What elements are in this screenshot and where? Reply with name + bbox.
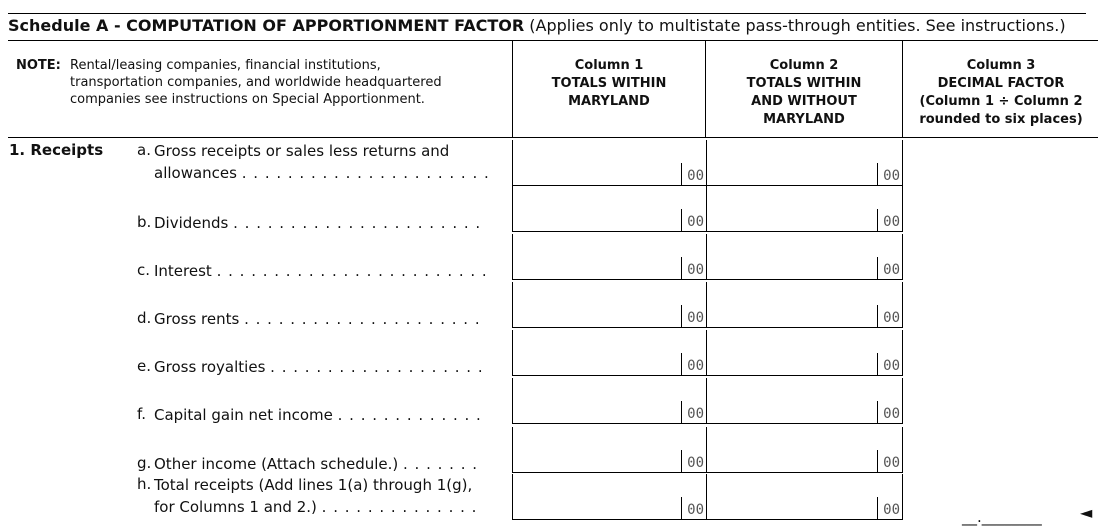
- cents-box: [877, 497, 902, 519]
- cents-box: [681, 401, 706, 423]
- line-text-1: [154, 308, 499, 330]
- column-header-line: rounded to six places): [919, 112, 1083, 127]
- column-2-amount-field[interactable]: [706, 140, 903, 186]
- line-label: Total receipts (Add lines 1(a) through 1(g),: [154, 476, 473, 494]
- line-letter: c.: [137, 261, 151, 279]
- column-1-amount-field[interactable]: [512, 186, 706, 232]
- column-header-line: MARYLAND: [568, 94, 650, 109]
- cents-value: 00: [687, 502, 704, 518]
- cents-box: [877, 450, 902, 472]
- line-label: Dividends: [154, 214, 229, 232]
- column-header-line: DECIMAL FACTOR: [937, 76, 1065, 91]
- line-description: [154, 308, 499, 330]
- cents-value: 00: [687, 455, 704, 471]
- cents-value: 00: [687, 168, 704, 184]
- column-header-line: MARYLAND: [763, 112, 845, 127]
- cents-value: 00: [687, 406, 704, 422]
- section-label-receipts: 1. Receipts: [9, 141, 104, 159]
- column-1-amount-field[interactable]: [512, 427, 706, 473]
- line-letter: h.: [137, 475, 152, 493]
- column-2-header: [706, 57, 902, 129]
- column-2-amount-field[interactable]: [706, 330, 903, 376]
- header-rule: [8, 40, 1098, 41]
- column-header-line: Column 3: [966, 58, 1036, 73]
- cents-box: [681, 497, 706, 519]
- note-label: NOTE:: [16, 58, 61, 73]
- column-header-line: Column 2: [769, 58, 839, 73]
- cents-box: [681, 209, 706, 231]
- line-text-1: [154, 404, 499, 426]
- line-label: Gross royalties: [154, 358, 266, 376]
- column-header-line: AND WITHOUT: [751, 94, 857, 109]
- line-label: Interest: [154, 262, 212, 280]
- cents-value: 00: [883, 455, 900, 471]
- line-text-1: [154, 260, 499, 282]
- cents-box: [681, 163, 706, 185]
- line-description: [154, 404, 499, 426]
- line-letter: d.: [137, 309, 152, 327]
- column-2-amount-field[interactable]: [706, 282, 903, 328]
- column-1-amount-field[interactable]: [512, 234, 706, 280]
- line-text-1: [154, 453, 499, 475]
- note-text-line: companies see instructions on Special Apportionment.: [70, 92, 425, 107]
- cents-value: 00: [883, 168, 900, 184]
- line-text-1: [154, 474, 499, 496]
- cents-box: [877, 305, 902, 327]
- line-description: [154, 474, 499, 518]
- line-description: [154, 453, 499, 475]
- column-1-amount-field[interactable]: [512, 378, 706, 424]
- cents-value: 00: [883, 262, 900, 278]
- cents-value: 00: [687, 214, 704, 230]
- column-2-amount-field[interactable]: [706, 474, 903, 520]
- column-1-amount-field[interactable]: [512, 330, 706, 376]
- line-label: Other income (Attach schedule.): [154, 455, 399, 473]
- cents-box: [681, 450, 706, 472]
- line-description: [154, 356, 499, 378]
- note-text-line: transportation companies, and worldwide headquartered: [70, 75, 442, 90]
- cents-box: [877, 257, 902, 279]
- arrow-left-icon: ◄: [1080, 503, 1093, 522]
- cents-value: 00: [883, 214, 900, 230]
- cents-box: [877, 401, 902, 423]
- line-label: Capital gain net income: [154, 406, 333, 424]
- line-label: Gross rents: [154, 310, 240, 328]
- column-1-amount-field[interactable]: [512, 474, 706, 520]
- column-header-line: TOTALS WITHIN: [746, 76, 862, 91]
- column-2-amount-field[interactable]: [706, 186, 903, 232]
- cents-value: 00: [883, 406, 900, 422]
- line-description: [154, 212, 499, 234]
- cents-box: [681, 257, 706, 279]
- column-2-amount-field[interactable]: [706, 427, 903, 473]
- line-text-2: [154, 162, 499, 184]
- line-label: Gross receipts or sales less returns and: [154, 142, 450, 160]
- cents-box: [877, 163, 902, 185]
- cents-box: [877, 353, 902, 375]
- leader-dots: . . . . . . . . . . . . . . . . . . .: [270, 358, 484, 376]
- line-text-2: [154, 496, 499, 518]
- schedule-title-note: (Applies only to multistate pass-through entities. See instructions.): [529, 16, 1066, 35]
- cents-value: 00: [687, 262, 704, 278]
- column-header-line: TOTALS WITHIN: [551, 76, 667, 91]
- line-label: for Columns 1 and 2.): [154, 498, 317, 516]
- column-header-line: (Column 1 ÷ Column 2: [919, 94, 1083, 109]
- line-label: allowances: [154, 164, 237, 182]
- cents-value: 00: [883, 358, 900, 374]
- column-2-amount-field[interactable]: [706, 234, 903, 280]
- cents-box: [681, 305, 706, 327]
- column-1-header: [513, 57, 705, 111]
- leader-dots: . . . . . . .: [403, 455, 479, 473]
- cents-box: [877, 209, 902, 231]
- leader-dots: . . . . . . . . . . . . . . . . . . . . .: [244, 310, 481, 328]
- column-header-line: Column 1: [574, 58, 644, 73]
- column-1-amount-field[interactable]: [512, 140, 706, 186]
- leader-dots: . . . . . . . . . . . . . . . . . . . . . .: [233, 214, 482, 232]
- line-letter: e.: [137, 357, 151, 375]
- line-text-1: [154, 212, 499, 234]
- leader-dots: . . . . . . . . . . . . . . . . . . . . . . . .: [216, 262, 488, 280]
- line-text-1: [154, 140, 499, 162]
- line-description: [154, 260, 499, 282]
- cents-value: 00: [687, 358, 704, 374]
- line-text-1: [154, 356, 499, 378]
- line-letter: b.: [137, 213, 152, 231]
- line-letter: f.: [137, 405, 146, 423]
- line-letter: g.: [137, 454, 152, 472]
- column-3-header: [903, 57, 1099, 129]
- column-2-amount-field[interactable]: [706, 378, 903, 424]
- decimal-factor-field[interactable]: __.________: [962, 508, 1042, 526]
- leader-dots: . . . . . . . . . . . . . . . . . . . . . .: [241, 164, 490, 182]
- leader-dots: . . . . . . . . . . . . . .: [321, 498, 478, 516]
- line-letter: a.: [137, 141, 151, 159]
- schedule-title-bold: Schedule A - COMPUTATION OF APPORTIONMENT FACTOR: [8, 16, 525, 35]
- cents-value: 00: [687, 310, 704, 326]
- top-rule: [8, 13, 1086, 14]
- note-text: [70, 57, 500, 108]
- cents-value: 00: [883, 502, 900, 518]
- column-1-amount-field[interactable]: [512, 282, 706, 328]
- cents-box: [681, 353, 706, 375]
- schedule-title: [8, 16, 1066, 35]
- note-text-line: Rental/leasing companies, financial institutions,: [70, 58, 381, 73]
- cents-value: 00: [883, 310, 900, 326]
- line-description: [154, 140, 499, 184]
- leader-dots: . . . . . . . . . . . . .: [337, 406, 482, 424]
- column-header-bottom-rule: [8, 137, 1098, 138]
